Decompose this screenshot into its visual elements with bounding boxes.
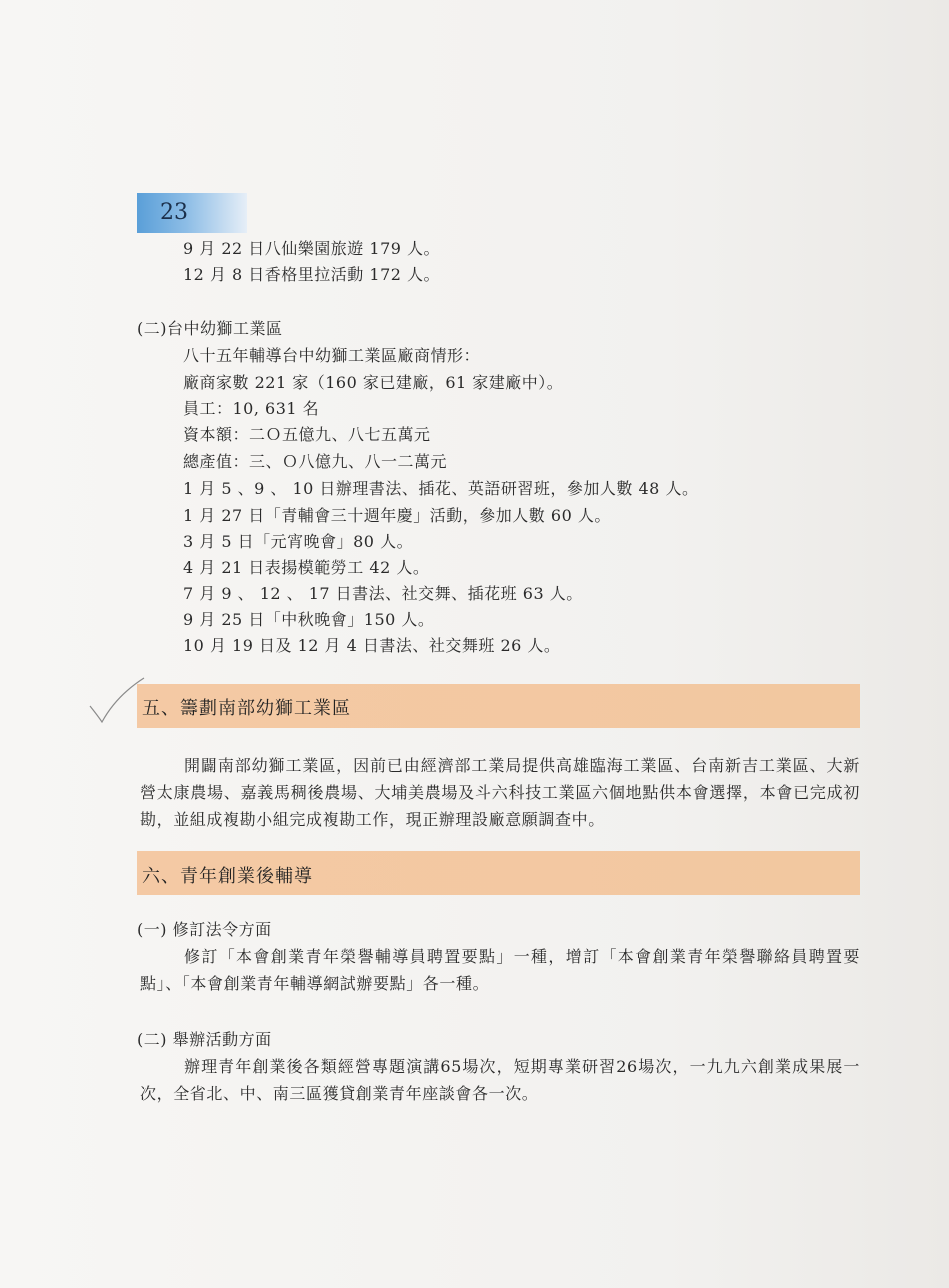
activity-line: 1 月 27 日「青輔會三十週年慶」活動，參加人數 60 人。	[183, 506, 611, 525]
section-paragraph: 開闢南部幼獅工業區，因前已由經濟部工業局提供高雄臨海工業區、台南新吉工業區、大新營太康農場、嘉義馬稠後農場、大埔美農場及斗六科技工業區六個地點供本會選擇，本會已完成初勘，並組成複勘小組完成複勘工作，現正辦理設廠意願調查中。	[140, 756, 860, 829]
info-line: 廠商家數 221 家（160 家已建廠，61 家建廠中）。	[183, 373, 564, 392]
activity-line: 10 月 19 日及 12 月 4 日書法、社交舞班 26 人。	[183, 636, 561, 655]
activity-line: 7 月 9 、 12 、 17 日書法、社交舞、插花班 63 人。	[183, 584, 583, 603]
page-number: 23	[160, 200, 188, 225]
info-line: 員工：10, 631 名	[183, 399, 320, 418]
activity-line: 3 月 5 日「元宵晚會」80 人。	[183, 532, 414, 551]
section-heading: 六、青年創業後輔導	[142, 866, 313, 887]
activity-line: 4 月 21 日表揚模範勞工 42 人。	[183, 558, 430, 577]
info-line: 總產值：三、Ｏ八億九、八一二萬元	[183, 452, 448, 471]
section-heading: 五、籌劃南部幼獅工業區	[142, 698, 351, 719]
subsection-paragraph: 辦理青年創業後各類經營專題演講65場次，短期專業研習26場次，一九九六創業成果展一次，全省北、中、南三區獲貸創業青年座談會各一次。	[140, 1057, 860, 1103]
subsection-title: (二) 舉辦活動方面	[137, 1030, 272, 1049]
page-number-tab	[137, 193, 247, 233]
info-line: 資本額：二Ｏ五億九、八七五萬元	[183, 425, 431, 444]
info-line: 八十五年輔導台中幼獅工業區廠商情形：	[183, 346, 481, 365]
activity-line: 12 月 8 日香格里拉活動 172 人。	[183, 265, 441, 284]
activity-line: 9 月 25 日「中秋晚會」150 人。	[183, 610, 435, 629]
subsection-title: (二)台中幼獅工業區	[137, 319, 283, 338]
activity-line: 9 月 22 日八仙樂園旅遊 179 人。	[183, 239, 441, 258]
activity-line: 1 月 5 、9 、 10 日辦理書法、插花、英語研習班，參加人數 48 人。	[183, 479, 699, 498]
subsection-paragraph: 修訂「本會創業青年榮譽輔導員聘置要點」一種，增訂「本會創業青年榮譽聯絡員聘置要點」、「本會創業青年輔導網試辦要點」各一種。	[140, 947, 860, 993]
subsection-title: (一) 修訂法令方面	[137, 920, 272, 939]
